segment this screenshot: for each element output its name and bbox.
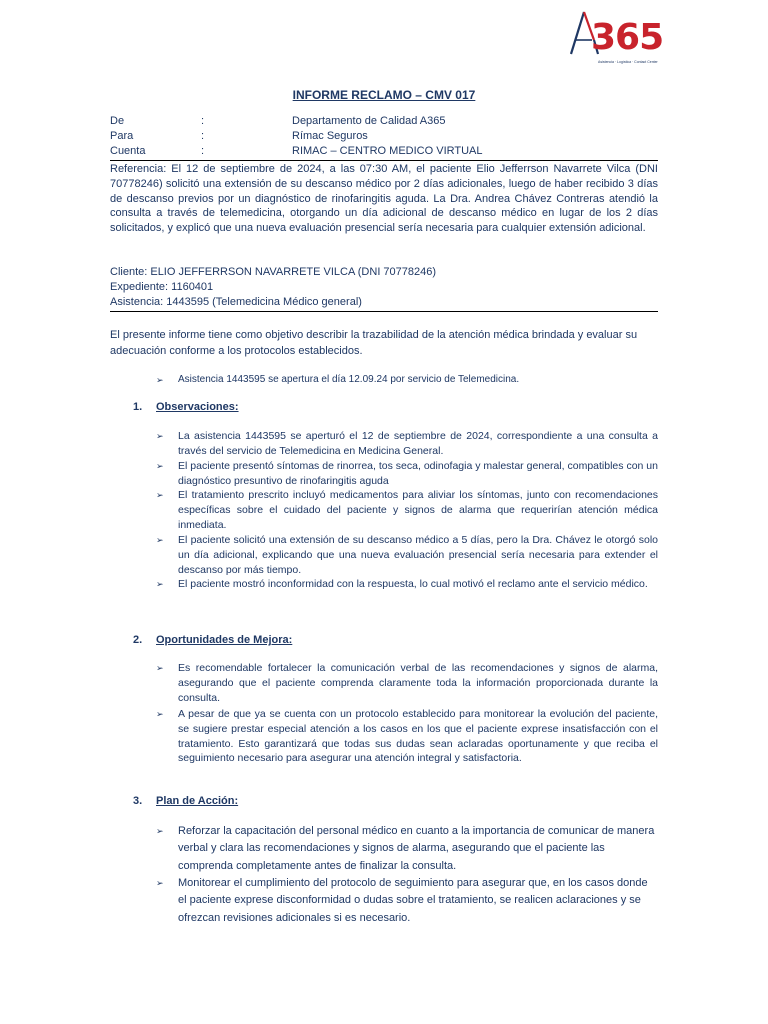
meta-key: Cuenta (110, 145, 146, 157)
meta-key: Para (110, 130, 134, 142)
meta-value: Rímac Seguros (292, 130, 368, 142)
divider-top (110, 160, 658, 161)
list-item (156, 875, 658, 927)
list-item (156, 577, 658, 592)
meta-sep: : (201, 115, 205, 127)
list-item (156, 533, 658, 577)
bullet-text: Es recomendable fortalecer la comunicación verbal de las recomendaciones y signos de alarma, asegurando que el paciente comprenda claramente toda la información proporcionada durante la consulta. (178, 662, 658, 704)
bullet-text: El tratamiento prescrito incluyó medicamentos para aliviar los síntomas, junto con recomendaciones específicas sobre el cuidado del paciente y signos de alarma que requerirían atención médica inmediata. (178, 489, 658, 531)
list-item (156, 823, 658, 875)
expediente: Expediente: 1160401 (110, 281, 214, 293)
section-number: 3. (133, 795, 143, 807)
section-number: 1. (133, 401, 143, 413)
bullet-text: El paciente presentó síntomas de rinorrea, tos seca, odinofagia y malestar general, compatibles con un diagnóstico presuntivo de rinofaringitis aguda (178, 460, 658, 487)
list-item (156, 459, 658, 489)
arrow-bullet-icon: ➢ (156, 709, 164, 719)
bullet-text: A pesar de que ya se cuenta con un protocolo establecido para monitorear la evolución del paciente, se sugiere prestar especial atención a los casos en los que el paciente exprese insatisfacción con el tratamiento. Esto garantizará que todas sus dudas sean aclaradas oportunamente y que reciba el seguimiento necesario para asegurar una atención integral y satisfactoria. (178, 708, 658, 765)
bullet-text: Asistencia 1443595 se apertura el día 12.09.24 por servicio de Telemedicina. (178, 374, 520, 385)
section-number: 2. (133, 634, 143, 646)
meta-key: De (110, 115, 125, 127)
arrow-bullet-icon: ➢ (156, 878, 164, 888)
bullet-text: El paciente mostró inconformidad con la respuesta, lo cual motivó el reclamo ante el servicio médico. (178, 578, 648, 590)
list-item (156, 707, 658, 766)
bullet-text: Monitorear el cumplimiento del protocolo de seguimiento para asegurar que, en los casos donde el paciente exprese disconformidad o dudas sobre el tratamiento, se realicen aclaraciones y se ofrezcan revisiones adicionales si es necesario. (178, 877, 648, 924)
list-item (156, 661, 658, 705)
arrow-bullet-icon: ➢ (156, 461, 164, 471)
logo-number: 365 (591, 17, 664, 58)
arrow-bullet-icon: ➢ (156, 535, 164, 545)
report-title: INFORME RECLAMO – CMV 017 (292, 88, 476, 102)
intro-bullet (156, 373, 658, 388)
meta-row-para (110, 129, 658, 144)
arrow-bullet-icon: ➢ (156, 579, 164, 589)
meta-row-de (110, 114, 658, 129)
arrow-bullet-icon: ➢ (156, 663, 164, 673)
reference-paragraph: Referencia: El 12 de septiembre de 2024, a las 07:30 AM, el paciente Elio Jefferrson Navarrete Vilca (DNI 70778246) solicitó una extensión de su descanso médico por 2 días adicionales, luego de haber recibido 3 días de descanso previos por un diagnóstico de rinofaringitis aguda. La Dra. Andrea Chávez Contreras atendió la consulta a través de telemedicina, otorgando un día adicional de descanso médico en lugar de los 2 días solicitados, y explicó que una nueva evaluación presencial sería necesaria para cualquier extensión adicional. (110, 163, 658, 235)
asistencia: Asistencia: 1443595 (Telemedicina Médico general) (110, 296, 362, 308)
section-title: Observaciones: (156, 401, 239, 413)
meta-value: RIMAC – CENTRO MEDICO VIRTUAL (292, 145, 483, 157)
intro-paragraph: El presente informe tiene como objetivo describir la trazabilidad de la atención médica brindada y evaluar su adecuación conforme a los protocolos establecidos. (110, 329, 638, 357)
list-item (156, 429, 658, 459)
bullet-text: La asistencia 1443595 se aperturó el 12 de septiembre de 2024, correspondiente a una consulta a través del servicio de Telemedicina en Medicina General. (178, 430, 658, 457)
meta-value: Departamento de Calidad A365 (292, 115, 446, 127)
arrow-bullet-icon: ➢ (156, 490, 164, 500)
bullet-text: Reforzar la capacitación del personal médico en cuanto a la importancia de comunicar de manera verbal y clara las recomendaciones y signos de alarma, asegurando que el paciente las comprenda completamente antes de finalizar la consulta. (178, 825, 655, 872)
bullet-text: El paciente solicitó una extensión de su descanso médico a 5 días, pero la Dra. Chávez le otorgó solo un día adicional, explicando que una nueva evaluación presencial sería necesaria para extender el descanso por más tiempo. (178, 534, 658, 576)
divider-bottom (110, 311, 658, 312)
arrow-bullet-icon: ➢ (156, 431, 164, 441)
meta-sep: : (201, 145, 205, 157)
section-title: Plan de Acción: (156, 795, 239, 807)
arrow-bullet-icon: ➢ (156, 375, 164, 385)
arrow-bullet-icon: ➢ (156, 826, 164, 836)
logo-subtitle: Asistencia · Logística · Contact Center (598, 60, 658, 64)
list-item (156, 488, 658, 532)
meta-row-cuenta (110, 144, 658, 159)
client-name: Cliente: ELIO JEFFERRSON NAVARRETE VILCA (DNI 70778246) (110, 266, 437, 278)
meta-sep: : (201, 130, 205, 142)
section-title: Oportunidades de Mejora: (156, 634, 293, 646)
